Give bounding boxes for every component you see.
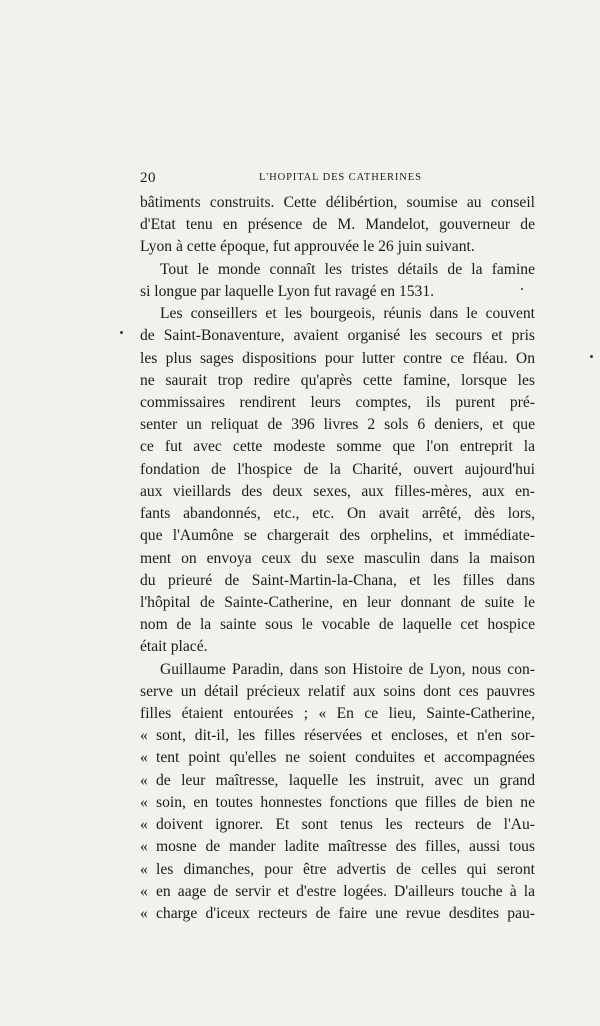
quote-mark: « [140,860,148,878]
text-line: que l'Aumône se chargerait des orphelins, et immédiate- [140,527,535,545]
text-line: doivent ignorer. Et sont tenus les recteurs de l'Au- [156,816,535,834]
text-line: Lyon à cette époque, fut approuvée le 26 juin suivant. [140,238,475,256]
text-line: de leur maîtresse, laquelle les instruit, avec un grand [156,771,535,789]
body-text [140,192,535,925]
text-line: fondation de l'hospice de la Charité, ouvert aujourd'hui [140,460,535,478]
text-line: Tout le monde connaît les tristes détails de la famine [160,260,535,278]
text-line: ne saurait trop redire qu'après cette famine, lorsque les [140,371,535,389]
text-line: charge d'iceux recteurs de faire une revue desdites pau- [156,905,535,922]
quote-line [140,814,535,836]
text-line: du prieuré de Saint-Martin-la-Chana, et les filles dans [140,571,535,589]
quote-line [140,881,535,903]
quote-line [140,747,535,769]
quote-line [140,836,535,858]
text-line: fants abandonnés, etc., etc. On avait arrêté, dès lors, [140,505,535,523]
quote-line [140,792,535,814]
text-line: Les conseillers et les bourgeois, réunis dans le couvent [160,305,535,323]
text-line: tent point qu'elles ne soient conduites et accompagnées [156,749,535,767]
quote-mark: « [140,749,148,767]
quote-mark: « [140,793,148,811]
text-line: ment on envoya ceux du sexe masculin dans la maison [140,549,535,567]
quote-mark: « [140,838,148,856]
quote-mark: « [140,905,148,922]
page-header [140,170,535,188]
quote-line [140,859,535,881]
text-line: filles étaient entourées ; « En ce lieu, Sainte-Catherine, [140,705,535,723]
text-line: commissaires rendirent leurs comptes, ils purent pré- [140,393,535,411]
text-line: aux vieillards des deux sexes, aux filles-mères, aux en- [140,482,535,500]
text-line: les plus sages dispositions pour lutter contre ce fléau. On [140,349,535,367]
running-title: L'HOPITAL DES CATHERINES [259,172,422,183]
text-line: soin, en toutes honnestes fonctions que filles de bien ne [156,793,535,811]
text-line: ce fut avec cette modeste somme que l'on entreprit la [140,438,535,456]
text-line: si longue par laquelle Lyon fut ravagé en 1531. [140,282,435,300]
text-line: l'hôpital de Sainte-Catherine, en leur donnant de suite le [140,593,535,611]
paper-speck [590,355,593,358]
text-line: serve un détail précieux relatif aux soins dont ces pauvres [140,682,535,700]
paper-speck [521,288,523,290]
text-line: d'Etat tenu en présence de M. Mandelot, gouverneur de [140,216,535,234]
quote-mark: « [140,882,148,900]
quote-line [140,903,535,925]
quote-mark: « [140,771,148,789]
text-line: senter un reliquat de 396 livres 2 sols 6 deniers, et que [140,416,535,434]
quote-mark: « [140,816,148,834]
quote-line [140,770,535,792]
paper-speck [120,331,123,334]
text-line: les dimanches, pour être advertis de celles qui seront [156,860,535,878]
text-line: nom de la sainte sous le vocable de laquelle cet hospice [140,616,535,634]
text-line: était placé. [140,638,208,656]
text-line: de Saint-Bonaventure, avaient organisé les secours et pris [140,327,535,345]
quote-mark: « [140,727,148,745]
page-number: 20 [140,170,156,186]
text-line: Guillaume Paradin, dans son Histoire de Lyon, nous con- [160,660,535,678]
text-line: sont, dit-il, les filles réservées et encloses, et n'en sor- [156,727,535,745]
text-line: bâtiments construits. Cette délibértion, soumise au conseil [140,194,535,211]
text-line: en aage de servir et d'estre logées. D'ailleurs touche à la [156,882,535,900]
text-line: mosne de mander ladite maîtresse des filles, aussi tous [156,838,535,856]
quote-line [140,725,535,747]
